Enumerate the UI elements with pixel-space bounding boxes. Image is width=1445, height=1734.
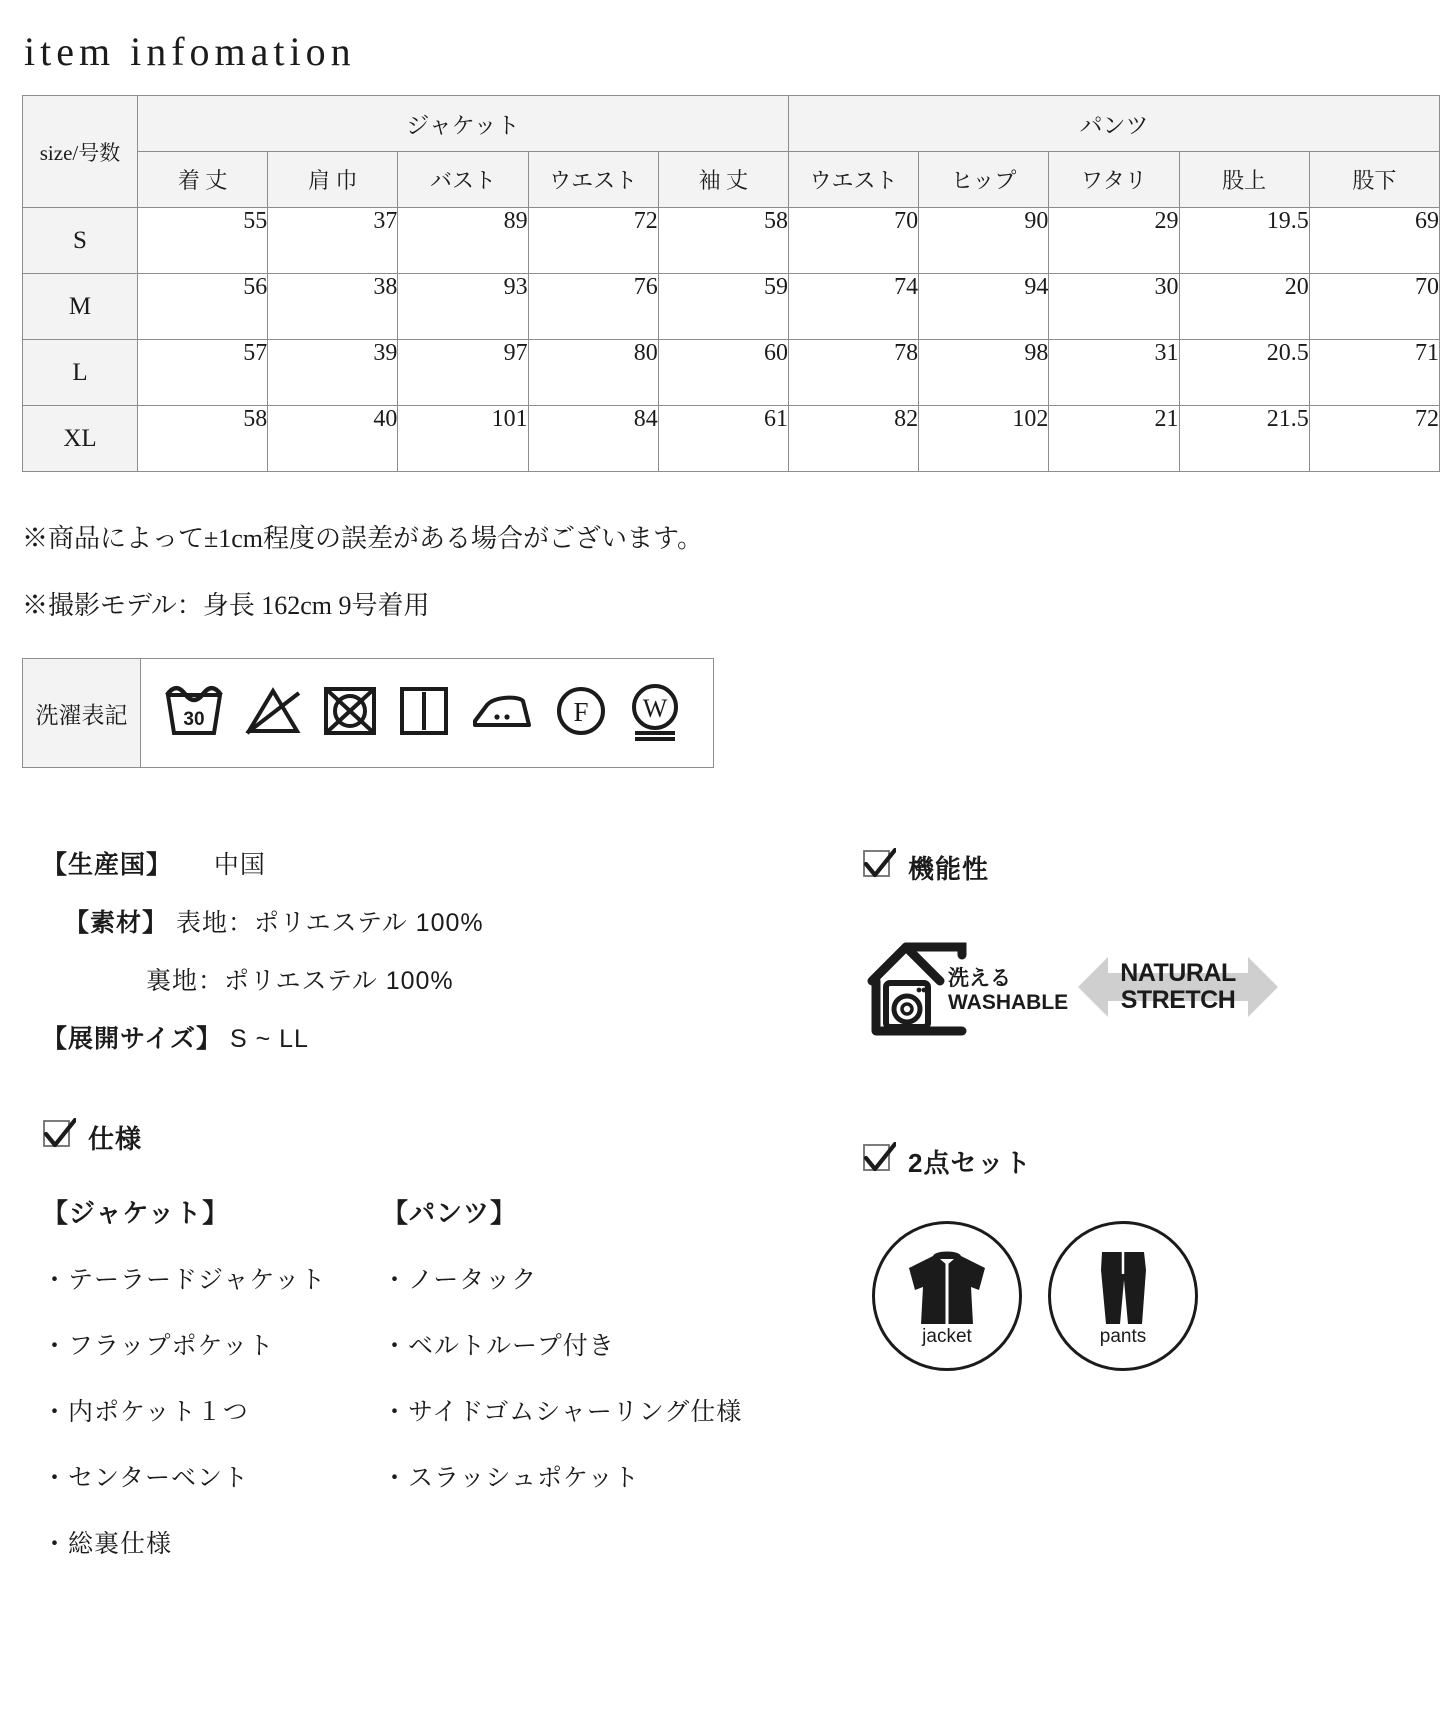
wash-temp-value: 30 xyxy=(183,708,205,730)
table-row xyxy=(23,274,1440,340)
material-key: 【素材】 xyxy=(64,909,169,937)
note-tolerance: ※商品によって±1cm程度の誤差がある場合がございます。 xyxy=(22,524,703,553)
table-row xyxy=(23,208,1440,274)
cell: 101 xyxy=(398,406,528,472)
table-row xyxy=(23,340,1440,406)
washable-line1: 洗える xyxy=(948,967,1011,990)
laundry-care-box xyxy=(22,658,714,768)
cell: 94 xyxy=(919,274,1049,340)
cell: 70 xyxy=(788,208,918,274)
wet-clean-w-icon xyxy=(627,681,683,746)
list-item: ・スラッシュポケット xyxy=(382,1464,640,1492)
set-item-jacket xyxy=(872,1221,1022,1371)
size-corner-header: size/号数 xyxy=(23,96,138,208)
two-piece-set-label: 2点セット xyxy=(908,1148,1032,1178)
functionality-block xyxy=(862,848,1382,1045)
cell: 72 xyxy=(1309,406,1439,472)
cell: 71 xyxy=(1309,340,1439,406)
cell: 70 xyxy=(1309,274,1439,340)
cell: 90 xyxy=(919,208,1049,274)
product-info-block xyxy=(42,845,662,1077)
cell: 29 xyxy=(1049,208,1179,274)
list-item: ・サイドゴムシャーリング仕様 xyxy=(382,1398,743,1426)
dry-clean-f-icon xyxy=(553,683,609,744)
country-value: 中国 xyxy=(213,851,266,879)
list-item: ・センターベント xyxy=(42,1464,250,1492)
row-header-size: S xyxy=(23,208,138,274)
two-piece-set-icons xyxy=(872,1221,1292,1371)
checkbox-check-icon xyxy=(862,1142,896,1181)
washable-text xyxy=(948,967,1068,1014)
col-header-jacket-waist: ウエスト xyxy=(528,152,658,208)
set-item-pants xyxy=(1048,1221,1198,1371)
table-group-header-row xyxy=(23,96,1440,152)
cell: 21.5 xyxy=(1179,406,1309,472)
natural-stretch-text xyxy=(1120,960,1235,1014)
functionality-label: 機能性 xyxy=(908,854,990,884)
stretch-line2: STRETCH xyxy=(1120,986,1236,1014)
cell: 78 xyxy=(788,340,918,406)
country-key: 【生産国】 xyxy=(42,851,173,879)
cell: 57 xyxy=(138,340,268,406)
cell: 58 xyxy=(658,208,788,274)
stretch-line1: NATURAL xyxy=(1120,959,1236,987)
two-piece-set-heading xyxy=(862,1142,1292,1181)
size-range-value: S ~ LL xyxy=(229,1025,309,1053)
specs-jacket-title: 【ジャケット】 xyxy=(42,1198,230,1228)
material-lining-line: 裏地：ポリエステル 100% xyxy=(146,967,454,995)
cell: 59 xyxy=(658,274,788,340)
list-item: ・総裏仕様 xyxy=(42,1530,173,1558)
list-item: ・ノータック xyxy=(382,1266,538,1294)
size-range-key: 【展開サイズ】 xyxy=(42,1025,223,1053)
checkbox-check-icon xyxy=(42,1118,76,1157)
machine-wash-30-icon xyxy=(163,683,225,744)
washable-icon xyxy=(862,929,1069,1045)
size-table xyxy=(22,95,1440,472)
cell: 19.5 xyxy=(1179,208,1309,274)
dry-clean-letter: F xyxy=(573,696,589,727)
cell: 37 xyxy=(268,208,398,274)
do-not-bleach-icon xyxy=(243,683,303,744)
group-header-pants: パンツ xyxy=(788,96,1439,152)
cell: 40 xyxy=(268,406,398,472)
table-row xyxy=(23,406,1440,472)
col-header-jacket-length: 着 丈 xyxy=(138,152,268,208)
cell: 93 xyxy=(398,274,528,340)
specs-pants-title: 【パンツ】 xyxy=(382,1198,518,1228)
iron-icon xyxy=(469,683,535,744)
size-table-container xyxy=(22,95,1440,472)
group-header-jacket: ジャケット xyxy=(138,96,789,152)
col-header-jacket-bust: バスト xyxy=(398,152,528,208)
col-header-jacket-sleeve: 袖 丈 xyxy=(658,152,788,208)
table-column-header-row xyxy=(23,152,1440,208)
specs-column-jacket xyxy=(42,1193,382,1590)
page-title: item infomation xyxy=(24,29,356,74)
cell: 74 xyxy=(788,274,918,340)
specs-heading xyxy=(42,1118,822,1157)
functionality-icons xyxy=(862,929,1382,1045)
specs-column-pants xyxy=(382,1193,743,1590)
cell: 76 xyxy=(528,274,658,340)
size-range-line xyxy=(42,1019,662,1055)
cell: 55 xyxy=(138,208,268,274)
laundry-symbols xyxy=(141,659,713,767)
note-model: ※撮影モデル：身長 162cm 9号着用 xyxy=(22,591,430,620)
cell: 20 xyxy=(1179,274,1309,340)
laundry-label: 洗濯表記 xyxy=(23,659,141,767)
specs-columns xyxy=(42,1193,822,1590)
cell: 61 xyxy=(658,406,788,472)
cell: 97 xyxy=(398,340,528,406)
cell: 102 xyxy=(919,406,1049,472)
row-header-size: L xyxy=(23,340,138,406)
specs-block xyxy=(42,1118,822,1590)
pants-icon xyxy=(1086,1246,1160,1337)
functionality-heading xyxy=(862,848,1382,887)
jacket-icon xyxy=(899,1246,995,1337)
natural-stretch-icon xyxy=(1078,941,1278,1033)
cell: 31 xyxy=(1049,340,1179,406)
specs-label: 仕様 xyxy=(88,1124,143,1154)
set-item-caption: jacket xyxy=(922,1326,972,1347)
do-not-tumble-dry-icon xyxy=(321,683,379,744)
cell: 20.5 xyxy=(1179,340,1309,406)
cell: 98 xyxy=(919,340,1049,406)
checkbox-check-icon xyxy=(862,848,896,887)
material-outer: 表地：ポリエステル 100% xyxy=(175,909,484,937)
cell: 21 xyxy=(1049,406,1179,472)
cell: 56 xyxy=(138,274,268,340)
cell: 84 xyxy=(528,406,658,472)
country-line xyxy=(42,845,662,881)
material-line xyxy=(42,903,662,939)
list-item: ・内ポケット１つ xyxy=(42,1398,249,1426)
washable-line2: WASHABLE xyxy=(948,990,1069,1014)
cell: 30 xyxy=(1049,274,1179,340)
cell: 89 xyxy=(398,208,528,274)
wet-clean-letter: W xyxy=(642,693,668,723)
list-item: ・ベルトループ付き xyxy=(382,1332,615,1360)
cell: 69 xyxy=(1309,208,1439,274)
cell: 82 xyxy=(788,406,918,472)
set-item-caption: pants xyxy=(1099,1326,1147,1347)
line-dry-icon xyxy=(397,683,451,744)
col-header-pants-inseam: 股下 xyxy=(1309,152,1439,208)
col-header-pants-hip: ヒップ xyxy=(919,152,1049,208)
two-piece-set-block xyxy=(862,1142,1292,1371)
cell: 39 xyxy=(268,340,398,406)
row-header-size: M xyxy=(23,274,138,340)
cell: 72 xyxy=(528,208,658,274)
cell: 60 xyxy=(658,340,788,406)
cell: 80 xyxy=(528,340,658,406)
list-item: ・フラップポケット xyxy=(42,1332,275,1360)
list-item: ・テーラードジャケット xyxy=(42,1266,327,1294)
col-header-pants-rise: 股上 xyxy=(1179,152,1309,208)
col-header-jacket-shoulder: 肩 巾 xyxy=(268,152,398,208)
row-header-size: XL xyxy=(23,406,138,472)
col-header-pants-thigh: ワタリ xyxy=(1049,152,1179,208)
cell: 38 xyxy=(268,274,398,340)
cell: 58 xyxy=(138,406,268,472)
col-header-pants-waist: ウエスト xyxy=(788,152,918,208)
